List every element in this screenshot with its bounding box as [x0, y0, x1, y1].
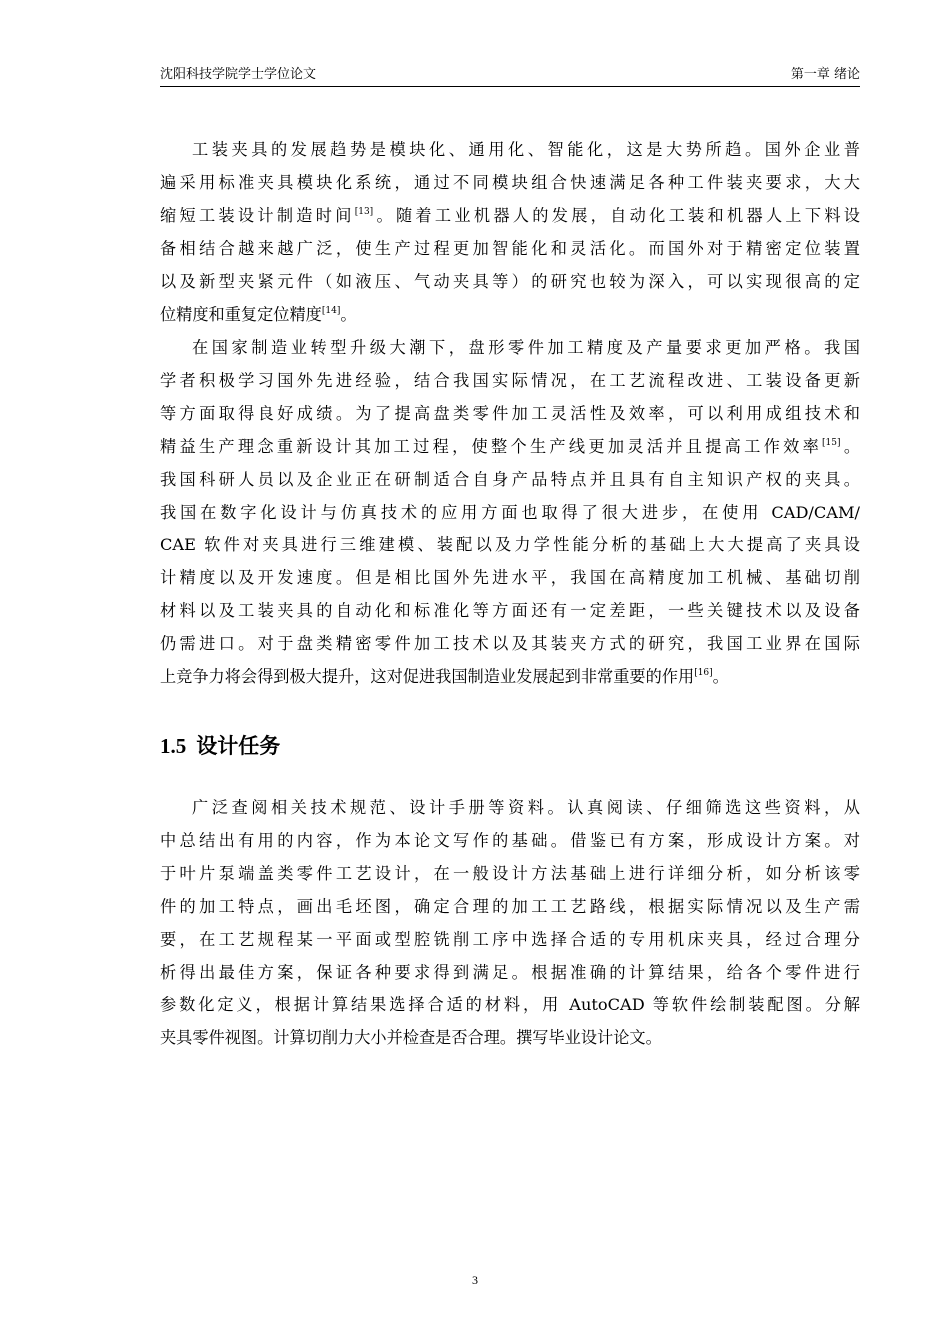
citation-14: [14]	[321, 305, 341, 316]
text-line: 计精度以及开发速度。但是相比国外先进水平，我国在高精度加工机械、基础切削	[160, 568, 860, 588]
text-line: 仍需进口。对于盘类精密零件加工技术以及其装夹方式的研究，我国工业界在国际	[160, 634, 860, 654]
text-line: 在国家制造业转型升级大潮下，盘形零件加工精度及产量要求更加严格。我国	[192, 338, 860, 357]
text-segment: 缩短工装设计制造时间	[160, 205, 355, 225]
text-line: 夹具零件视图。计算切削力大小并检查是否合理。撰写毕业设计论文。	[160, 1028, 662, 1048]
text-segment: 。	[340, 304, 357, 324]
section-number: 1.5	[160, 734, 187, 758]
text-line: 要，在工艺规程某一平面或型腔铣削工序中选择合适的专用机床夹具，经过合理分	[160, 929, 860, 949]
page-number: 3	[472, 1273, 478, 1287]
text-line: 学者积极学习国外先进经验，结合我国实际情况，在工艺流程改进、工装设备更新	[160, 370, 860, 390]
page-header	[160, 66, 860, 87]
paragraph-domestic-status	[160, 332, 860, 694]
text-line: 以及新型夹紧元件（如液压、气动夹具等）的研究也较为深入，可以实现很高的定	[160, 271, 860, 291]
paragraph-design-task	[160, 792, 860, 1055]
text-line: 参数化定义，根据计算结果选择合适的材料，用 AutoCAD 等软件绘制装配图。分解	[160, 995, 860, 1015]
text-line	[160, 200, 860, 233]
text-segment: 上竞争力将会得到极大提升，这对促进我国制造业发展起到非常重要的作用	[160, 667, 695, 687]
header-chapter-title: 第一章 绪论	[790, 67, 860, 82]
citation-13: [13]	[354, 206, 374, 217]
text-line: 遍采用标准夹具模块化系统，通过不同模块组合快速满足各种工件装夹要求，大大	[160, 172, 860, 192]
text-segment: 位精度和重复定位精度	[160, 304, 322, 324]
text-line	[160, 661, 860, 694]
text-line	[160, 299, 860, 332]
text-line	[160, 431, 860, 464]
citation-16: [16]	[694, 668, 713, 679]
text-line: 于叶片泵端盖类零件工艺设计，在一般设计方法基础上进行详细分析，如分析该零	[160, 863, 860, 883]
paragraph-foreign-trends	[160, 134, 860, 331]
text-line: 我国科研人员以及企业正在研制适合自身产品特点并且具有自主知识产权的夹具。	[160, 469, 860, 489]
text-line: 析得出最佳方案，保证各种要求得到满足。根据准确的计算结果，给各个零件进行	[160, 962, 860, 982]
text-line: 备相结合越来越广泛，使生产过程更加智能化和灵活化。而国外对于精密定位装置	[160, 238, 860, 258]
header-thesis-title: 沈阳科技学院学士学位论文	[160, 67, 317, 82]
text-segment: 精益生产理念重新设计其加工过程，使整个生产线更加灵活并且提高工作效率	[160, 436, 823, 456]
text-line: 件的加工特点，画出毛坯图，确定合理的加工工艺路线，根据实际情况以及生产需	[160, 896, 860, 916]
citation-15: [15]	[822, 437, 841, 448]
text-segment: 。随着工业机器人的发展，自动化工装和机器人上下料设	[373, 205, 860, 225]
text-line: 工装夹具的发展趋势是模块化、通用化、智能化，这是大势所趋。国外企业普	[192, 140, 860, 159]
text-line: 中总结出有用的内容，作为本论文写作的基础。借鉴已有方案，形成设计方案。对	[160, 830, 860, 850]
section-heading	[160, 730, 280, 762]
text-line: 我国在数字化设计与仿真技术的应用方面也取得了很大进步，在使用 CAD/CAM/	[160, 502, 860, 522]
section-title: 设计任务	[196, 733, 281, 758]
text-line: 广泛查阅相关技术规范、设计手册等资料。认真阅读、仔细筛选这些资料，从	[192, 798, 860, 817]
text-segment: 。	[712, 667, 729, 687]
text-line: 等方面取得良好成绩。为了提高盘类零件加工灵活性及效率，可以利用成组技术和	[160, 403, 860, 423]
text-line: CAE 软件对夹具进行三维建模、装配以及力学性能分析的基础上大大提高了夹具设	[160, 535, 860, 555]
text-segment: 。	[840, 436, 861, 456]
text-line: 材料以及工装夹具的自动化和标准化等方面还有一定差距，一些关键技术以及设备	[160, 601, 860, 621]
